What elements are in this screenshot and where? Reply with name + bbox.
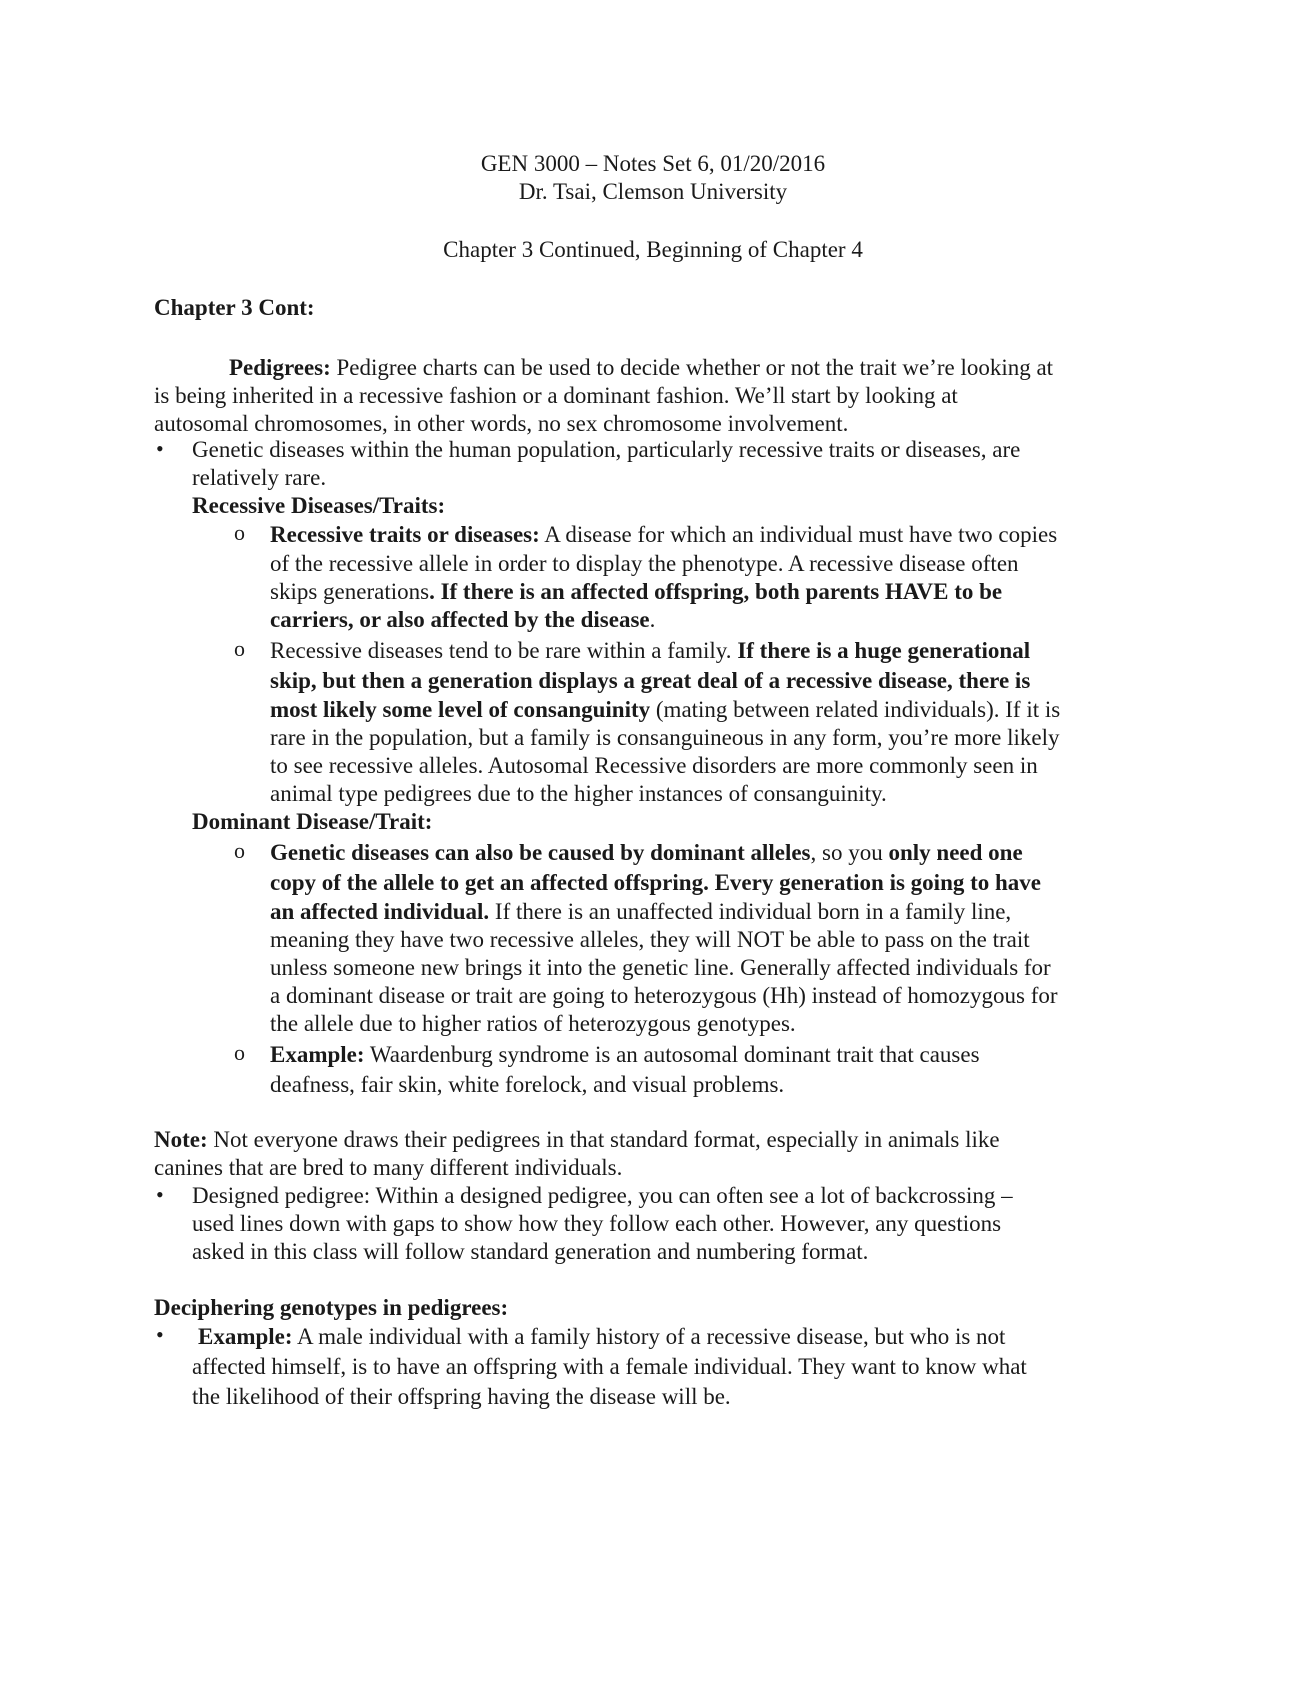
doc-author: Dr. Tsai, Clemson University: [518, 179, 788, 204]
bullet-marker: •: [156, 1182, 164, 1207]
paragraph-line: canines that are bred to many different individuals.: [154, 1155, 623, 1180]
item-line: animal type pedigrees due to the higher instances of consanguinity.: [270, 781, 887, 806]
section-heading: [154, 294, 1154, 322]
bullet-line: used lines down with gaps to show how they follow each other. However, any questions: [192, 1211, 1002, 1236]
bullet-line: Designed pedigree: Within a designed pedigree, you can often see a lot of backcrossing –: [192, 1183, 1013, 1208]
item-line: deafness, fair skin, white forelock, and visual problems.: [270, 1072, 785, 1097]
item-line: Recessive traits or diseases: A disease for which an individual must have two copies: [270, 522, 1058, 547]
bullet-line: asked in this class will follow standard generation and numbering format.: [192, 1239, 869, 1264]
bullet-line: relatively rare.: [192, 465, 327, 490]
item-line: of the recessive allele in order to display the phenotype. A recessive disease often: [270, 551, 1019, 576]
subsection-heading: Dominant Disease/Trait:: [192, 809, 433, 834]
item-line: Genetic diseases can also be caused by dominant alleles, so you only need one: [270, 840, 1023, 865]
item-line: most likely some level of consanguinity (mating between related individuals). If it is: [270, 697, 1061, 722]
paragraph-line: is being inherited in a recessive fashion or a dominant fashion. We’ll start by looking at: [154, 383, 958, 408]
dominant-item-2: [270, 1040, 1170, 1100]
bullet-line: affected himself, is to have an offspring with a female individual. They want to know what: [192, 1354, 1027, 1379]
dominant-heading: [192, 808, 1192, 836]
deciphering-bullet: [192, 1322, 1192, 1412]
item-line: unless someone new brings it into the genetic line. Generally affected individuals for: [270, 955, 1051, 980]
item-line: skip, but then a generation displays a great deal of a recessive disease, there is: [270, 668, 1031, 693]
paragraph-line: Note: Not everyone draws their pedigrees in that standard format, especially in animals like: [154, 1127, 1000, 1152]
sub-bullet-marker: o: [234, 1040, 245, 1065]
item-line: the allele due to higher ratios of heterozygous genotypes.: [270, 1011, 796, 1036]
note-paragraph: [154, 1126, 1154, 1182]
bullet-line: Genetic diseases within the human population, particularly recessive traits or diseases, are: [192, 437, 1021, 462]
recessive-item-2: [270, 636, 1170, 808]
sub-bullet-marker: o: [234, 636, 245, 661]
chapter-heading: Chapter 3 Cont:: [154, 295, 315, 320]
section-heading: Deciphering genotypes in pedigrees:: [154, 1295, 509, 1320]
item-line: skips generations. If there is an affected offspring, both parents HAVE to be: [270, 579, 1003, 604]
recessive-heading: [192, 492, 1192, 520]
paragraph-line: autosomal chromosomes, in other words, no sex chromosome involvement.: [154, 411, 849, 436]
bullet-line: Example: A male individual with a family history of a recessive disease, but who is not: [198, 1324, 1006, 1349]
bullet-line: the likelihood of their offspring having the disease will be.: [192, 1384, 731, 1409]
sub-bullet-marker: o: [234, 838, 245, 863]
bullet-item: [192, 436, 1192, 492]
item-line: copy of the allele to get an affected offspring. Every generation is going to have: [270, 870, 1042, 895]
item-line: to see recessive alleles. Autosomal Recessive disorders are more commonly seen in: [270, 753, 1038, 778]
deciphering-heading: [154, 1294, 1154, 1322]
item-line: rare in the population, but a family is consanguineous in any form, you’re more likely: [270, 725, 1060, 750]
item-line: carriers, or also affected by the disease.: [270, 607, 656, 632]
note-bullet: [192, 1182, 1192, 1266]
recessive-item-1: [270, 520, 1170, 634]
pedigrees-paragraph: [154, 354, 1154, 438]
dominant-item-1: [270, 838, 1170, 1038]
item-line: Recessive diseases tend to be rare within a family. If there is a huge generational: [270, 638, 1031, 663]
item-line: an affected individual. If there is an unaffected individual born in a family line,: [270, 899, 1012, 924]
paragraph-line: Pedigrees: Pedigree charts can be used to decide whether or not the trait we’re looking at: [229, 355, 1054, 380]
subsection-heading: Recessive Diseases/Traits:: [192, 493, 446, 518]
doc-subtitle: Chapter 3 Continued, Beginning of Chapter 4: [443, 237, 863, 262]
bullet-marker: •: [156, 436, 164, 461]
sub-bullet-marker: o: [234, 520, 245, 545]
bullet-marker: •: [156, 1322, 164, 1347]
doc-title: GEN 3000 – Notes Set 6, 01/20/2016: [480, 151, 826, 176]
item-line: meaning they have two recessive alleles, they will NOT be able to pass on the trait: [270, 927, 1030, 952]
item-line: Example: Waardenburg syndrome is an autosomal dominant trait that causes: [270, 1042, 980, 1067]
item-line: a dominant disease or trait are going to heterozygous (Hh) instead of homozygous for: [270, 983, 1058, 1008]
